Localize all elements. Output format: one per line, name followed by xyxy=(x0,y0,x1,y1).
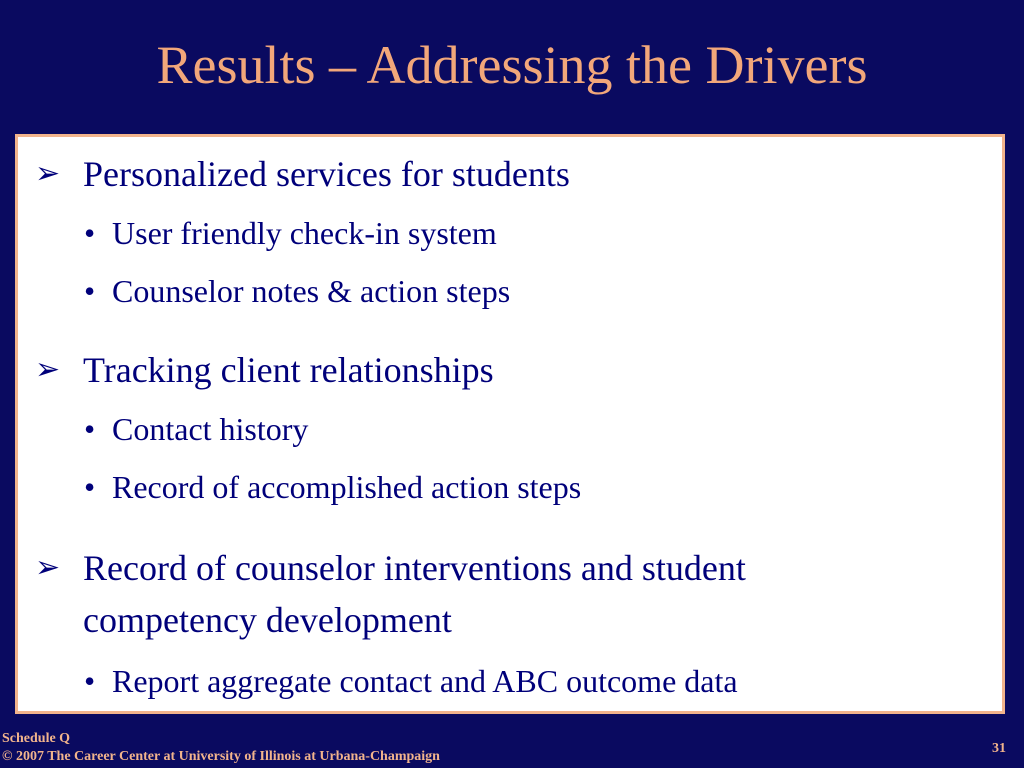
footer-credits xyxy=(2,730,440,766)
arrow-bullet-icon: ➢ xyxy=(35,551,61,584)
bullet-icon: • xyxy=(84,663,96,699)
section-2-bullet-1-text: Contact history xyxy=(112,411,309,447)
footer-copyright: © 2007 The Career Center at University of Illinois at Urbana-Champaign xyxy=(2,749,440,764)
footer-schedule-label: Schedule Q xyxy=(2,731,71,746)
section-2-bullet-2-text: Record of accomplished action steps xyxy=(112,469,582,505)
bullet-icon: • xyxy=(84,411,96,447)
content-box xyxy=(15,134,1005,714)
section-3-heading-line-2: competency development xyxy=(83,600,452,640)
arrow-bullet-icon: ➢ xyxy=(35,353,61,386)
arrow-bullet-icon: ➢ xyxy=(35,157,61,190)
section-2-heading-text: Tracking client relationships xyxy=(83,350,494,390)
section-1-heading-text: Personalized services for students xyxy=(83,154,570,194)
bullet-icon: • xyxy=(84,215,96,251)
section-3-heading-line-1: Record of counselor interventions and student xyxy=(83,548,746,588)
slide-title: Results – Addressing the Drivers xyxy=(156,35,868,95)
section-1-bullet-1-text: User friendly check-in system xyxy=(112,215,497,251)
bullet-icon: • xyxy=(84,469,96,505)
section-1-bullet-2-text: Counselor notes & action steps xyxy=(112,273,511,309)
bullet-icon: • xyxy=(84,273,96,309)
section-3-bullet-1-text: Report aggregate contact and ABC outcome data xyxy=(112,663,738,699)
page-number: 31 xyxy=(992,741,1006,756)
